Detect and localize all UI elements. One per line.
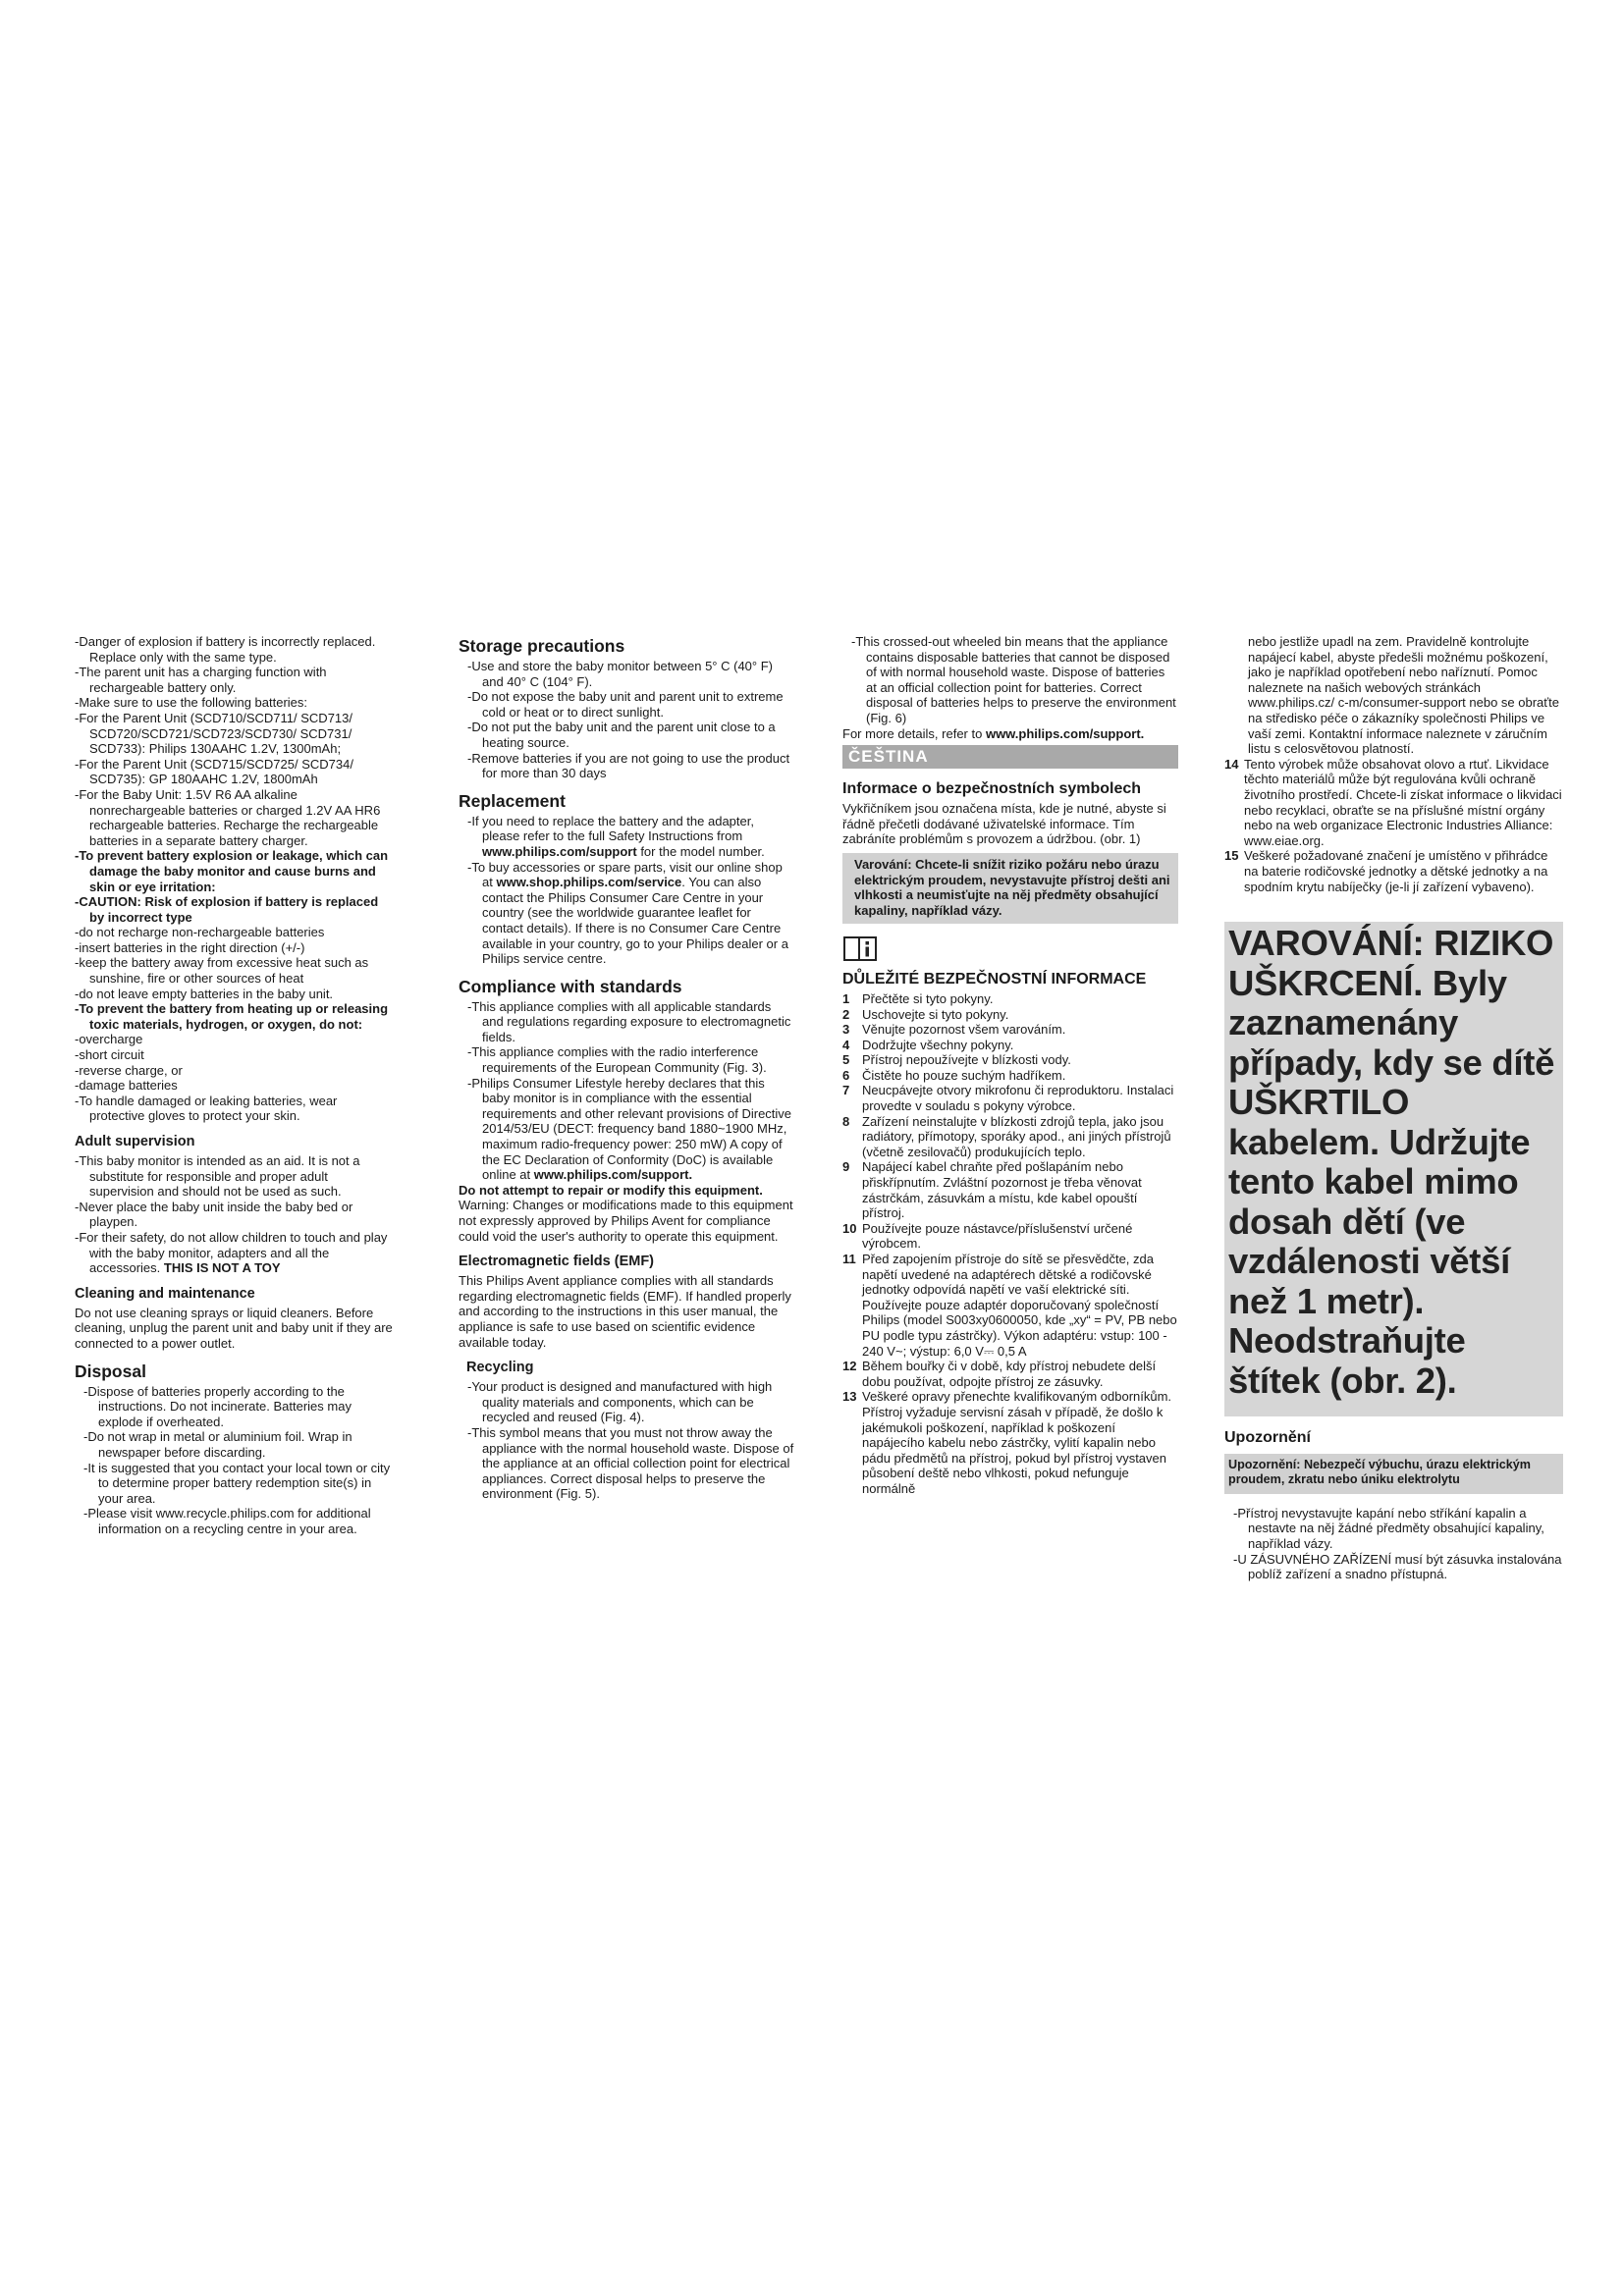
battery-warning-6: -For the Baby Unit: 1.5V R6 AA alkaline nonrechargeable batteries or charged 1.2V AA HR6 rechargeable batteries. Recharge the rechargeable batteries in a separate battery charger. (75, 786, 381, 848)
numbered-item (842, 991, 1178, 1007)
adult-item-1: -This baby monitor is intended as an aid. It is not a substitute for responsible and proper adult supervision and should not be used as such. (75, 1153, 360, 1200)
item-13-continued: nebo jestliže upadl na zem. Pravidelně kontrolujte napájecí kabel, abyste předešli možnému poškození, jako je například opotřebení nebo naříznutí. Pomoc naleznete na našich webových stránkách www.philips.cz/ c-m/consumer-support nebo se obraťte na středisko péče o zákazníky společnosti Philips ve vaší zemi. Kontaktní informace naleznete v záručním listu s celosvětovou platností. (1248, 634, 1560, 757)
battery-warning-14: -damage batteries (75, 1078, 178, 1094)
battery-warning-4: -For the Parent Unit (SCD710/SCD711/ SCD713/ SCD720/SCD721/SCD723/SCD730/ SCD731/ SCD733): Philips 130AAHC 1.2V, 1300mAh; (75, 710, 352, 757)
battery-warning-2: -The parent unit has a charging function with rechargeable battery only. (75, 665, 327, 695)
numbered-item (842, 1389, 1178, 1496)
disposal-item-4: -Please visit www.recycle.philips.com for additional information on a recycling centre in your area. (83, 1506, 371, 1536)
battery-warning-13: -reverse charge, or (75, 1062, 183, 1078)
bin-symbol-text: -This crossed-out wheeled bin means that the appliance contains disposable batteries that cannot be disposed of with normal household waste. Dispose of batteries at an official collection point for batteries. Correct disposal of batteries helps to preserve the environment (Fig. 6) (851, 634, 1176, 725)
item-number: 5 (842, 1052, 850, 1068)
item-number: 6 (842, 1067, 850, 1083)
safety-symbols-heading: Informace o bezpečnostních symbolech (842, 780, 1142, 798)
numbered-item (842, 1007, 1178, 1023)
cleaning-heading: Cleaning and maintenance (75, 1285, 255, 1302)
battery-warning-7: -do not recharge non-rechargeable batteries (75, 925, 325, 940)
safety-symbols-text: Vykřičníkem jsou označena místa, kde je nutné, abyste si řádně přečetli dodávané uživatelské informace. Tím zabráníte problémům s provozem a údržbou. (obr. 1) (842, 801, 1166, 847)
battery-warning-11: -overcharge (75, 1032, 143, 1047)
modification-warning: Warning: Changes or modifications made to this equipment not expressly approved by Philips Avent for compliance could void the user's authority to operate this equipment. (459, 1198, 793, 1244)
disposal-item-1: -Dispose of batteries properly according to the instructions. Do not incinerate. Batteries may explode if overheated. (83, 1383, 352, 1429)
storage-item-3: -Do not put the baby unit and the parent unit close to a heating source. (467, 720, 776, 750)
item-text: Čistěte ho pouze suchým hadříkem. (862, 1067, 1066, 1083)
item-text: Přístroj nepoužívejte v blízkosti vody. (862, 1052, 1071, 1068)
compliance-heading: Compliance with standards (459, 976, 682, 996)
column-3 (842, 634, 1178, 1497)
battery-warning-8: -insert batteries in the right direction (+/-) (75, 939, 305, 955)
battery-warning-9: -keep the battery away from excessive heat such as sunshine, fire or other sources of heat (75, 955, 369, 987)
strangulation-warning: VAROVÁNÍ: RIZIKO UŠKRCENÍ. Byly zaznamenány případy, kdy se dítě UŠKRTILO kabelem. Udržujte tento kabel mimo dosah dětí (ve vzdálenosti větší než 1 metr). Neodstraňujte štítek (obr. 2). (1224, 922, 1563, 1416)
item-text: Veškeré opravy přenechte kvalifikovaným odborníkům. Přístroj vyžaduje servisní zásah v případě, že došlo k jakémukoli poškození, například k poškození napájecího kabelu nebo zástrčky, vylití kapalin nebo pádu předmětů na přístroj, pokud byl přístroj vystaven působení deště nebo vlhkosti, pokud nefunguje normálně (862, 1389, 1172, 1496)
caution-heading: Upozornění (1224, 1429, 1311, 1447)
replacement-heading: Replacement (459, 790, 566, 811)
more-details: For more details, refer to www.philips.com/support. (842, 725, 1145, 741)
bold-warning-3: -To prevent the battery from heating up or releasing toxic materials, hydrogen, or oxygen, do not: (75, 1001, 389, 1032)
important-info-list (842, 991, 1178, 1497)
battery-warning-3: -Make sure to use the following batteries: (75, 695, 308, 711)
language-bar: ČEŠTINA (842, 745, 1178, 769)
item-number: 14 (1224, 756, 1239, 772)
item-text: Dodržujte všechny pokyny. (862, 1037, 1014, 1052)
disposal-item-2: -Do not wrap in metal or aluminium foil. Wrap in newspaper before discarding. (83, 1429, 352, 1460)
item-number: 7 (842, 1083, 850, 1098)
item-text: Napájecí kabel chraňte před pošlapáním nebo přiskřípnutím. Zvláštní pozornost je třeba věnovat zástrčkám, zásuvkám a místu, kde kabel opouští přístroj. (862, 1159, 1142, 1221)
repair-warning: Do not attempt to repair or modify this equipment. (459, 1182, 763, 1198)
item-number: 15 (1224, 848, 1239, 864)
numbered-item (842, 1221, 1178, 1252)
item-text: Přečtěte si tyto pokyny. (862, 990, 994, 1006)
replacement-item-1: -If you need to replace the battery and the adapter, please refer to the full Safety Instructions from www.philips.com/support for the model number. (467, 813, 765, 859)
item-text: Před zapojením přístroje do sítě se přesvědčte, zda napětí uvedené na adaptérech dětské a rodičovské jednotky odpovídá napětí ve vaší elektrické síti. Používejte pouze adaptér doporučovaný společností Philips (model S003xy0600050, kde „xy“ = PV, PB nebo PU podle typu zástrčky). Výkon adaptéru: vstup: 100 - 240 V~; výstup: 6,0 V⎓ 0,5 A (862, 1252, 1177, 1359)
item-text: Používejte pouze nástavce/příslušenství určené výrobcem. (862, 1220, 1133, 1252)
replacement-item-2: -To buy accessories or spare parts, visit our online shop at www.shop.philips.com/service. You can also contact the Philips Consumer Care Centre in your country (see the worldwide guarantee leaflet for contact details). If there is no Consumer Care Centre available in your country, go to your Philips dealer or a Philips service centre. (467, 859, 788, 967)
numbered-item (842, 1052, 1178, 1068)
numbered-item (842, 1022, 1178, 1038)
battery-warning-10: -do not leave empty batteries in the baby unit. (75, 986, 334, 1001)
column-4 (1224, 634, 1563, 1582)
battery-warning-5: -For the Parent Unit (SCD715/SCD725/ SCD734/ SCD735): GP 180AAHC 1.2V, 1800mAh (75, 756, 353, 787)
column-2 (459, 636, 794, 1502)
bold-warning-2: -CAUTION: Risk of explosion if battery is replaced by incorrect type (75, 894, 379, 925)
compliance-item-2: -This appliance complies with the radio interference requirements of the European Community (Fig. 3). (467, 1044, 767, 1076)
recycling-item-2: -This symbol means that you must not throw away the appliance with the normal household waste. Dispose of the appliance at an official collection point for electrical appliances. Correct disposal helps to preserve the environment (Fig. 5). (467, 1424, 794, 1502)
item-text: Uschovejte si tyto pokyny. (862, 1006, 1009, 1022)
disposal-item-3: -It is suggested that you contact your local town or city to determine proper battery redemption site(s) in your area. (83, 1460, 391, 1506)
recycling-heading: Recycling (466, 1360, 534, 1376)
cleaning-text: Do not use cleaning sprays or liquid cleaners. Before cleaning, unplug the parent unit and baby unit if they are connected to a power outlet. (75, 1305, 393, 1351)
item-text: Věnujte pozornost všem varováním. (862, 1022, 1066, 1038)
item-text: Neucpávejte otvory mikrofonu či reproduktoru. Instalaci provedte v souladu s pokyny výrobce. (862, 1083, 1174, 1114)
numbered-item (842, 1159, 1178, 1220)
bold-warning-1: -To prevent battery explosion or leakage, which can damage the baby monitor and cause burns and skin or eye irritation: (75, 848, 389, 894)
emf-text: This Philips Avent appliance complies with all standards regarding electromagnetic fields (EMF). If handled properly and according to the instructions in this user manual, the appliance is safe to use based on scientific evidence available today. (459, 1273, 791, 1350)
item-number: 1 (842, 990, 850, 1006)
column-1 (75, 634, 395, 1536)
disposal-heading: Disposal (75, 1361, 146, 1381)
battery-warning-1: -Danger of explosion if battery is incorrectly replaced. Replace only with the same type. (75, 634, 376, 665)
caution-box: Upozornění: Nebezpečí výbuchu, úrazu elektrickým proudem, zkratu nebo úniku elektrolytu (1224, 1454, 1563, 1494)
numbered-item (1224, 757, 1563, 849)
storage-item-4: -Remove batteries if you are not going to use the product for more than 30 days (467, 750, 790, 781)
item-number: 8 (842, 1113, 850, 1129)
numbered-item (842, 1083, 1178, 1113)
battery-warning-15: -To handle damaged or leaking batteries, wear protective gloves to protect your skin. (75, 1093, 338, 1124)
item-number: 9 (842, 1159, 850, 1175)
storage-heading: Storage precautions (459, 636, 625, 656)
important-info-heading: DŮLEŽITÉ BEZPEČNOSTNÍ INFORMACE (842, 970, 1147, 988)
adult-supervision-heading: Adult supervision (75, 1134, 195, 1149)
storage-item-1: -Use and store the baby monitor between 5° C (40° F) and 40° C (104° F). (467, 659, 773, 689)
item-text: Tento výrobek může obsahovat olovo a rtuť. Likvidace těchto materiálů může být regulována kvůli ochraně životního prostředí. Chcete-li získat informace o likvidaci nebo recyklaci, obraťte se na příslušné místní orgány nebo na web organizace Electronic Industries Alliance: www.eiae.org. (1244, 756, 1562, 848)
item-number: 3 (842, 1022, 850, 1038)
numbered-item (842, 1038, 1178, 1053)
item-number: 2 (842, 1006, 850, 1022)
item-text: Zařízení neinstalujte v blízkosti zdrojů tepla, jako jsou radiátory, přímotopy, sporáky apod., ani jiných přístrojů (včetně zesilovačů) produkujících teplo. (862, 1113, 1171, 1159)
numbered-item (842, 1359, 1178, 1389)
recycling-item-1: -Your product is designed and manufactured with high quality materials and components, which can be recycled and reused (Fig. 4). (467, 1379, 773, 1425)
item-number: 12 (842, 1359, 857, 1374)
compliance-item-1: -This appliance complies with all applicable standards and regulations regarding exposure to electromagnetic fields. (467, 998, 791, 1044)
warning-box: Varování: Chcete-li snížit riziko požáru nebo úrazu elektrickým proudem, nevystavujte přístroj dešti ani vlhkosti a neumisťujte na něj předměty obsahující kapaliny, například vázy. (842, 853, 1178, 924)
battery-warning-12: -short circuit (75, 1047, 144, 1063)
numbered-item (842, 1114, 1178, 1160)
item-text: Veškeré požadované značení je umístěno v přihrádce na baterie rodičovské jednotky a dětské jednotky a na spodním krytu nabíječky (je-li jí zařízení vybaveno). (1244, 848, 1548, 894)
item-text: Během bouřky či v době, kdy přístroj nebudete delší dobu používat, odpojte přístroj ze zásuvky. (862, 1359, 1157, 1389)
item-number: 4 (842, 1037, 850, 1052)
numbered-item (842, 1252, 1178, 1359)
storage-item-2: -Do not expose the baby unit and parent unit to extreme cold or heat or to direct sunlight. (467, 689, 784, 720)
item-number: 10 (842, 1220, 857, 1236)
caution-item-2: -U ZÁSUVNÉHO ZAŘÍZENÍ musí být zásuvka instalována poblíž zařízení a snadno přístupná. (1233, 1551, 1562, 1582)
numbered-item (1224, 848, 1563, 894)
compliance-item-3: -Philips Consumer Lifestyle hereby declares that this baby monitor is in compliance with the essential requirements and other relevant provisions of Directive 2014/53/EU (DECT: frequency band 1880~1900 MHz, maximum radio-frequency power: 250 mW) A copy of the EC Declaration of Conformity (DoC) is available online at www.philips.com/support. (467, 1075, 792, 1183)
item-number: 11 (842, 1252, 856, 1266)
numbered-item (842, 1068, 1178, 1084)
adult-item-3: -For their safety, do not allow children to touch and play with the baby monitor, adapters and all the accessories. THIS IS NOT A TOY (75, 1229, 388, 1276)
important-info-list-continued (1224, 757, 1563, 894)
emf-heading: Electromagnetic fields (EMF) (459, 1254, 655, 1270)
item-number: 13 (842, 1389, 857, 1405)
adult-item-2: -Never place the baby unit inside the baby bed or playpen. (75, 1199, 353, 1230)
book-info-icon (842, 934, 1178, 967)
caution-item-1: -Přístroj nevystavujte kapání nebo stříkání kapalin a nestavte na něj žádné předměty obsahující kapaliny, například vázy. (1233, 1505, 1544, 1552)
